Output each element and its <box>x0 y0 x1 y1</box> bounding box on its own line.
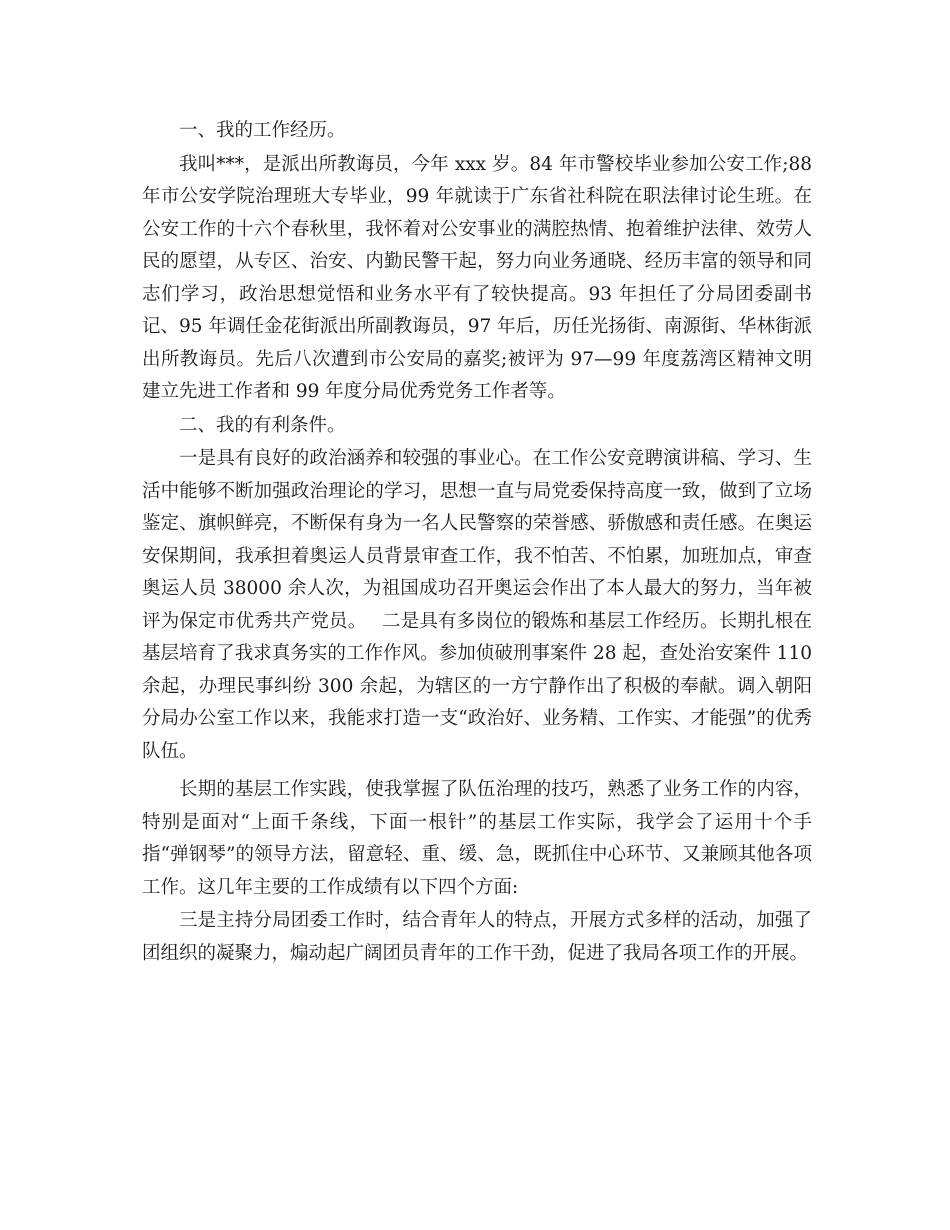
document-body <box>142 115 812 971</box>
section-heading-work-history: 一、我的工作经历。 <box>179 120 346 141</box>
paragraph-work-history: 我叫***，是派出所教诲员，今年 xxx 岁。84 年市警校毕业参加公安工作;88 年市公安学院治理班大专毕业，99 年就读于广东省社科院在职法律讨论生班。在公安工作的十六个春秋里，我怀着对公安事业的满腔热情、抱着维护法律、效劳人民的愿望，从专区、治安、内勤民警干起，努力向业务通晓、经历丰富的领导和同志们学习，政治思想觉悟和业务水平有了较快提高。93 年担任了分局团委副书记、95 年调任金花街派出所副教诲员，97 年后，历任光扬街、南源街、华林街派出所教诲员。先后八次遭到市公安局的嘉奖;被评为 97—99 年度荔湾区精神文明建立先进工作者和 99 年度分局优秀党务工作者等。 <box>142 153 812 402</box>
paragraph-advantages: 一是具有良好的政治涵养和较强的事业心。在工作公安竞聘演讲稿、学习、生活中能够不断加强政治理论的学习，思想一直与局党委保持高度一致，做到了立场鉴定、旗帜鲜亮，不断保有身为一名人民警察的荣誉感、骄傲感和责任感。在奥运安保期间，我承担着奥运人员背景审查工作，我不怕苦、不怕累，加班加点，审查奥运人员 38000 余人次，为祖国成功召开奥运会作出了本人最大的努力，当年被评为保定市优秀共产党员。 二是具有多岗位的锻炼和基层工作经历。长期扎根在基层培育了我求真务实的工作作风。参加侦破刑事案件 28 起，查处治安案件 110 余起，办理民事纠纷 300 余起，为辖区的一方宁静作出了积极的奉献。调入朝阳分局办公室工作以来，我能求打造一支“政治好、业务精、工作实、才能强”的优秀队伍。 <box>142 448 812 762</box>
paragraph-youth-league: 三是主持分局团委工作时，结合青年人的特点，开展方式多样的活动，加强了团组织的凝聚力，煽动起广阔团员青年的工作干劲，促进了我局各项工作的开展。 <box>142 910 812 964</box>
paragraph-practice: 长期的基层工作实践，使我掌握了队伍治理的技巧，熟悉了业务工作的内容，特别是面对“上面千条线，下面一根针”的基层工作实际，我学会了运用十个手指“弹钢琴”的领导方法，留意轻、重、缓、急，既抓住中心环节、又兼顾其他各项工作。这几年主要的工作成绩有以下四个方面: <box>142 779 812 898</box>
section-heading-advantages: 二、我的有利条件。 <box>179 414 346 436</box>
